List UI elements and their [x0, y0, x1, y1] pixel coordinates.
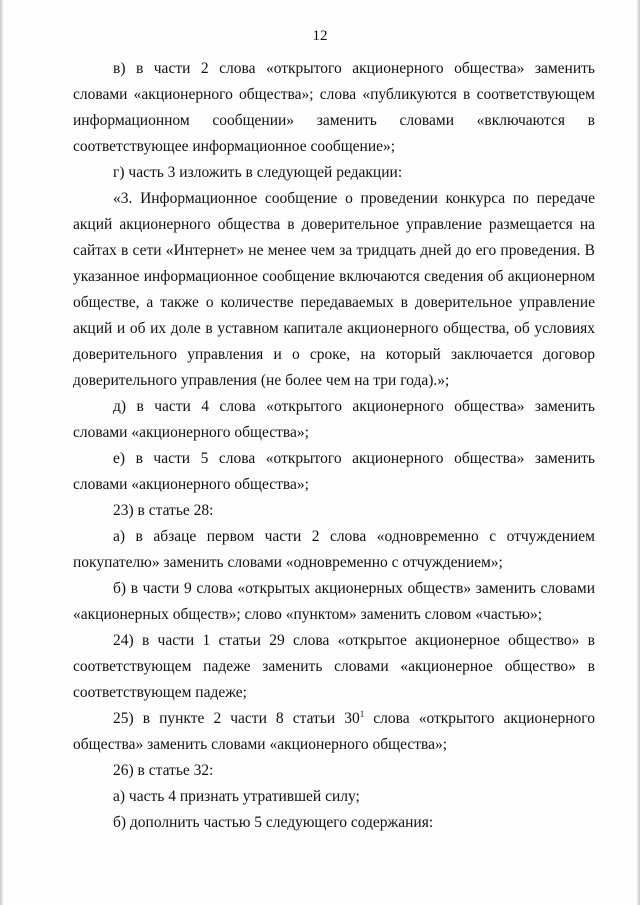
superscript-article-number: 1	[359, 709, 365, 719]
paragraph-25-article-30-1	[73, 706, 595, 758]
paragraph-23-article-28: 23) в статье 28:	[113, 502, 214, 519]
paragraph-v-part-2: в) в части 2 слова «открытого акционерного общества» заменить словами «акционерного общества»; слова «публикуются в соответствующем информационном сообщении» заменить словами «включаются в соответствующее информационное сообщение»;	[73, 60, 595, 155]
paragraph-a-part-4-void: а) часть 4 признать утратившей силу;	[113, 788, 360, 805]
document-body	[73, 56, 595, 836]
paragraph-24-article-29: 24) в части 1 статьи 29 слова «открытое акционерное общество» в соответствующем падеже заменить словами «акционерное общество» в соответствующем падеже;	[73, 632, 595, 701]
page-edge-left	[0, 0, 4, 905]
paragraph-25-text-before: 25) в пункте 2 части 8 статьи 30	[113, 710, 360, 727]
paragraph-a-part-2: а) в абзаце первом части 2 слова «одновременно с отчуждением покупателю» заменить словами «одновременно с отчуждением»;	[73, 528, 595, 571]
paragraph-e-part-5: е) в части 5 слова «открытого акционерного общества» заменить словами «акционерного общества»;	[73, 450, 595, 493]
paragraph-part-3-new-text: «3. Информационное сообщение о проведении конкурса по передаче акций акционерного общества в доверительное управление размещается на сайтах в сети «Интернет» не менее чем за тридцать дней до его проведения. В указанное информационное сообщение включаются сведения об акционерном обществе, а также о количестве передаваемых в доверительное управление акций и об их доле в уставном капитале акционерного общества, об условиях доверительного управления и о сроке, на который заключается договор доверительного управления (не более чем на три года).»;	[73, 190, 595, 389]
paragraph-b-add-part-5: б) дополнить частью 5 следующего содержания:	[113, 814, 434, 831]
paragraph-g-part-3: г) часть 3 изложить в следующей редакции:	[113, 164, 403, 181]
paragraph-26-article-32: 26) в статье 32:	[113, 762, 214, 779]
page-edge-right	[636, 0, 640, 905]
paragraph-b-part-9: б) в части 9 слова «открытых акционерных обществ» заменить словами «акционерных обществ»; слово «пунктом» заменить словом «частью»;	[73, 580, 595, 623]
page-number: 12	[312, 28, 328, 44]
paragraph-d-part-4: д) в части 4 слова «открытого акционерного общества» заменить словами «акционерного общества»;	[73, 398, 595, 441]
paragraph-25-text-after: слова «открытого акционерного общества» заменить словами «акционерного общества»;	[73, 710, 595, 753]
